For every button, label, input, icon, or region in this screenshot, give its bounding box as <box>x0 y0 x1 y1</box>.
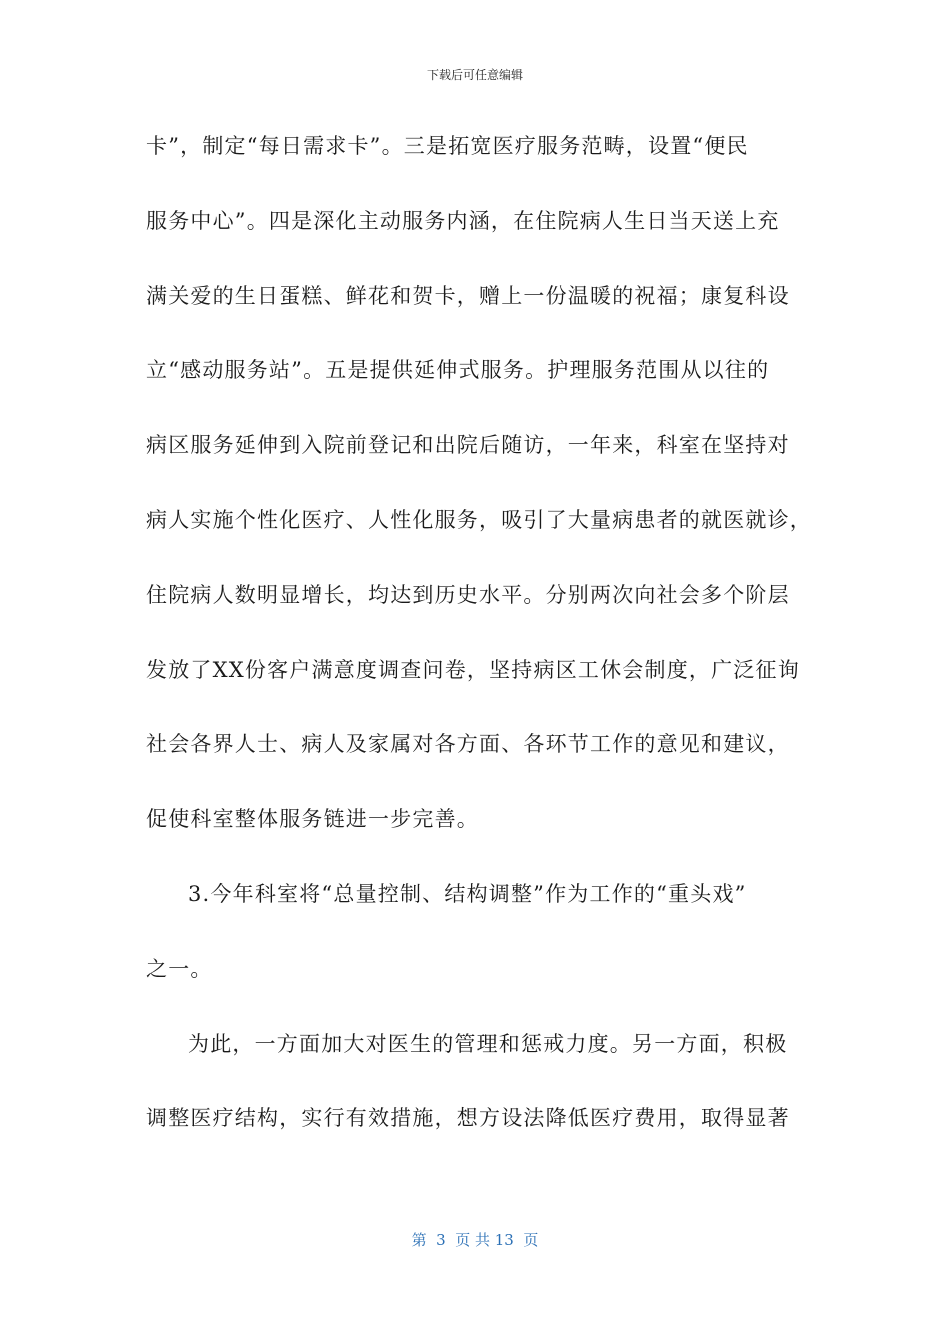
text-line: 之一。 <box>146 956 213 981</box>
text-line: 社会各界人士、病人及家属对各方面、各环节工作的意见和建议， <box>146 732 790 757</box>
paragraph-heading-line: 3.今年科室将“总量控制、结构调整”作为工作的“重头戏” <box>188 881 747 906</box>
page-number-footer: 第 3 页 共 13 页 <box>411 1231 539 1249</box>
text-line: 满关爱的生日蛋糕、鲜花和贺卡，赠上一份温暖的祝福；康复科设 <box>146 283 790 308</box>
text-line: 病区服务延伸到入院前登记和出院后随访，一年来，科室在坚持对 <box>146 433 790 458</box>
text-line: 病人实施个性化医疗、人性化服务，吸引了大量病患者的就医就诊， <box>146 507 812 532</box>
page-header: 下载后可任意编辑 <box>426 68 523 82</box>
text-line: 发放了XX份客户满意度调查问卷，坚持病区工休会制度，广泛征询 <box>146 657 800 682</box>
text-line: 立“感动服务站”。五是提供延伸式服务。护理服务范围从以往的 <box>146 358 770 383</box>
text-line: 卡”，制定“每日需求卡”。三是拓宽医疗服务范畴，设置“便民 <box>146 134 749 158</box>
text-line: 促使科室整体服务链进一步完善。 <box>146 807 479 832</box>
text-line: 服务中心”。四是深化主动服务内涵，在住院病人生日当天送上充 <box>146 208 780 233</box>
text-line: 住院病人数明显增长，均达到历史水平。分别两次向社会多个阶层 <box>146 582 790 607</box>
paragraph-start-line: 为此，一方面加大对医生的管理和惩戒力度。另一方面，积极 <box>188 1031 788 1056</box>
document-body <box>146 128 826 1175</box>
text-line: 调整医疗结构，实行有效措施，想方设法降低医疗费用，取得显著 <box>146 1106 790 1131</box>
